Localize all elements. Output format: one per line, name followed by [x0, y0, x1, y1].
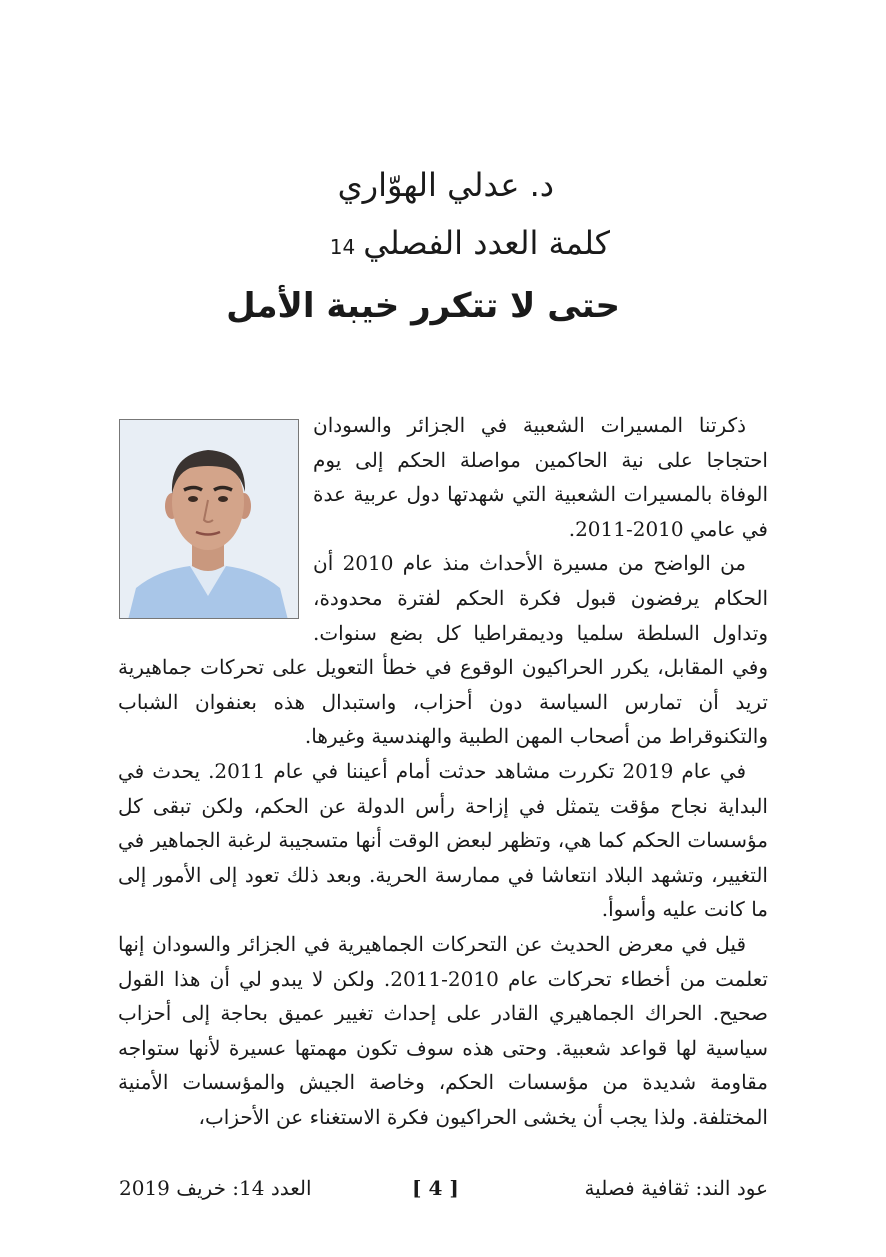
article-paragraph: من الواضح من مسيرة الأحداث منذ عام 2010 أن الحكام يرفضون قبول فكرة الحكم لفترة محدودة، وتداول السلطة سلميا وديمقراطيا كل بضع سنوات. وفي المقابل، يكرر الحراكيون الوقوع في خطأ التعويل على تحركات جماهيرية تريد أن تمارس السياسة دون أحزاب، واستبدال هذه بعنفوان الشباب والتكنوقراط من أصحاب المهن الطبية والهندسية وغيرها. — [118, 551, 768, 749]
article-paragraph: ذكرتنا المسيرات الشعبية في الجزائر والسودان احتجاجا على نية الحاكمين مواصلة الحكم إلى يوم الوفاة بالمسيرات الشعبية التي شهدتها دول عربية عدة في عامي 2010-2011. — [313, 413, 769, 541]
author-name: د. عدلي الهوّاري — [337, 166, 554, 204]
page-footer — [0, 1176, 886, 1206]
issue-info: العدد 14: خريف 2019 — [119, 1176, 312, 1200]
photo-float-space — [118, 408, 313, 640]
issue-word-label: كلمة العدد الفصلي — [363, 224, 610, 262]
magazine-name: عود الند: ثقافية فصلية — [584, 1176, 768, 1200]
issue-number: 14 — [329, 235, 356, 259]
page-number: [ 4 ] — [412, 1176, 459, 1200]
article-paragraph: قيل في معرض الحديث عن التحركات الجماهيرية في الجزائر والسودان إنها تعلمت من أخطاء تحركات عام 2010-2011. ولكن لا يبدو لي أن هذا القول صحيح. الحراك الجماهيري القادر على إحداث تغيير عميق بحاجة إلى أحزاب سياسية لها قواعد شعبية. وحتى هذه سوف تكون مهمتها عسيرة لأنها ستواجه مقاومة شديدة من مؤسسات الحكم، وخاصة الجيش والمؤسسات الأمنية المختلفة. ولذا يجب أن يخشى الحراكيون فكرة الاستغناء عن الأحزاب، — [118, 931, 768, 1129]
article-paragraph: في عام 2019 تكررت مشاهد حدثت أمام أعيننا في عام 2011. يحدث في البداية نجاح مؤقت يتمثل في إزاحة رأس الدولة عن الحكم، ولكن تبقى كل مؤسسات الحكم كما هي، وتظهر لبعض الوقت أنها متسجيبة لرغبة الجماهير في التغيير، وتشهد البلاد انتعاشا في ممارسة الحرية. وبعد ذلك تعود إلى الأمور إلى ما كانت عليه وأسوأ. — [118, 758, 768, 922]
article-body — [118, 408, 768, 1134]
article-title: حتى لا تتكرر خيبة الأمل — [226, 286, 620, 326]
issue-word-heading — [330, 218, 610, 272]
